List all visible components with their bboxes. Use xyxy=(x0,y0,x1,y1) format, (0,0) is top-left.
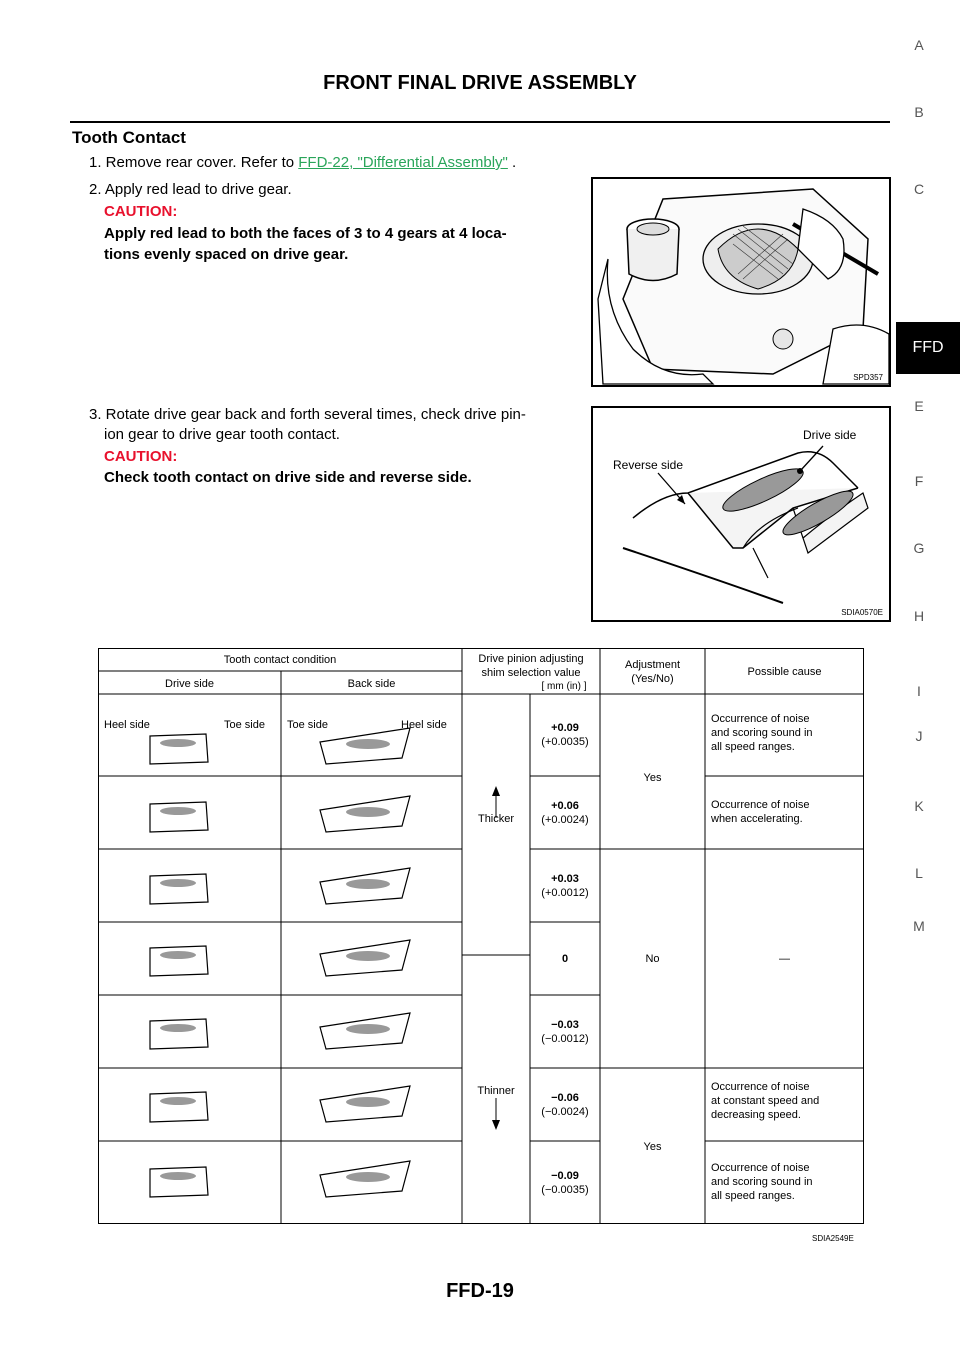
contact-pattern xyxy=(346,879,390,889)
shim-value-mm: −0.06 xyxy=(551,1091,579,1104)
shim-value-in: (−0.0024) xyxy=(541,1105,589,1118)
contact-pattern xyxy=(346,807,390,817)
header-tooth-contact: Tooth contact condition xyxy=(223,654,337,666)
side-index-e[interactable]: E xyxy=(914,398,924,414)
contact-pattern xyxy=(160,1024,196,1032)
header-shim-line2: shim selection value xyxy=(481,667,581,679)
side-index-m[interactable]: M xyxy=(913,918,925,934)
shim-value-cell xyxy=(530,1091,600,1119)
gear-illustration xyxy=(593,179,889,385)
figure-code: SPD357 xyxy=(853,373,883,382)
header-back-side: Back side xyxy=(347,678,396,690)
drive-side-tooth xyxy=(150,1019,208,1049)
header-possible-cause: Possible cause xyxy=(747,666,822,678)
header-shim-line1: Drive pinion adjusting xyxy=(478,653,584,665)
step-2: 2. Apply red lead to drive gear. xyxy=(89,181,292,198)
tooth-contact-sides-figure xyxy=(591,406,891,622)
side-index-g[interactable]: G xyxy=(913,540,925,556)
cause-line: all speed ranges. xyxy=(711,741,795,753)
differential-assembly-link[interactable]: FFD-22, "Differential Assembly" xyxy=(298,154,508,171)
section-title: Tooth Contact xyxy=(72,128,186,147)
table-figure-code: SDIA2549E xyxy=(812,1234,854,1243)
shim-value-mm: −0.09 xyxy=(551,1169,579,1182)
cause-line: when accelerating. xyxy=(711,813,803,825)
shim-value-mm: +0.06 xyxy=(551,799,579,812)
possible-cause-2 xyxy=(705,798,870,826)
shim-value-mm: −0.03 xyxy=(551,1018,579,1031)
step-1 xyxy=(89,153,516,173)
adjustment-yes: Yes xyxy=(643,772,662,784)
side-index-f[interactable]: F xyxy=(914,473,924,489)
side-index-k[interactable]: K xyxy=(914,798,924,814)
side-index-i[interactable]: I xyxy=(917,683,921,699)
toe-side-label: Toe side xyxy=(224,719,265,731)
shim-value-cell xyxy=(530,1169,600,1197)
side-index-l[interactable]: L xyxy=(915,865,923,881)
contact-pattern xyxy=(160,951,196,959)
contact-pattern xyxy=(160,1172,196,1180)
tooth-contact-table xyxy=(98,648,864,1224)
shim-value-in: (+0.0012) xyxy=(541,886,589,899)
header-drive-side: Drive side xyxy=(165,678,214,690)
shim-value-cell xyxy=(530,721,600,749)
side-index-h[interactable]: H xyxy=(913,608,925,624)
contact-pattern xyxy=(160,807,196,815)
cause-line: Occurrence of noise xyxy=(711,799,810,811)
cause-line: Occurrence of noise xyxy=(711,1081,810,1093)
page-number: FFD-19 xyxy=(446,1280,514,1302)
step-3-cont: ion gear to drive gear tooth contact. xyxy=(104,426,340,443)
header-shim-unit: [ mm (in) ] xyxy=(541,681,587,692)
possible-cause-1 xyxy=(705,712,870,754)
contact-pattern xyxy=(160,879,196,887)
cause-line: and scoring sound in xyxy=(711,1176,813,1188)
header-adjustment xyxy=(600,658,705,686)
heel-side-label: Heel side xyxy=(104,719,150,731)
possible-cause-4 xyxy=(705,1080,870,1122)
figure-code: SDIA0570E xyxy=(841,608,883,617)
page-title: FRONT FINAL DRIVE ASSEMBLY xyxy=(323,72,637,94)
header-shim xyxy=(462,652,600,680)
caution-text: Apply red lead to both the faces of 3 to 4 gears at 4 loca- xyxy=(104,225,507,242)
drive-side-label: Drive side xyxy=(803,428,857,442)
adjustment-no: No xyxy=(645,953,660,965)
toe-side-label: Toe side xyxy=(287,719,328,731)
shim-value-in: (+0.0035) xyxy=(541,736,589,748)
cause-line: at constant speed and xyxy=(711,1095,820,1107)
header-adjustment-line2: (Yes/No) xyxy=(631,673,674,685)
step-1-text: 1. Remove rear cover. Refer to xyxy=(89,154,299,171)
caution-text: tions evenly spaced on drive gear. xyxy=(104,246,349,263)
shim-value-cell xyxy=(530,799,600,827)
contact-pattern xyxy=(346,1024,390,1034)
reverse-side-label: Reverse side xyxy=(613,458,684,472)
contact-pattern xyxy=(346,1172,390,1182)
possible-cause-5 xyxy=(705,1161,870,1203)
shim-value-mm: +0.03 xyxy=(551,872,579,885)
contact-pattern xyxy=(346,951,390,961)
red-lead-application-figure xyxy=(591,177,891,387)
side-index-j[interactable]: J xyxy=(915,728,923,744)
shim-value-mm: +0.09 xyxy=(551,722,579,734)
heel-side-label: Heel side xyxy=(401,719,447,731)
drive-side-tooth xyxy=(150,1167,208,1197)
adjustment-yes: Yes xyxy=(643,1141,662,1153)
shim-value-in: (−0.0012) xyxy=(541,1032,589,1045)
cause-line: decreasing speed. xyxy=(711,1109,801,1121)
drive-side-tooth xyxy=(150,946,208,976)
contact-pattern xyxy=(346,1097,390,1107)
cause-line: and scoring sound in xyxy=(711,727,813,739)
side-index-b[interactable]: B xyxy=(914,104,924,120)
drive-side-tooth xyxy=(150,1092,208,1122)
contact-pattern xyxy=(160,1097,196,1105)
thinner-label: Thinner xyxy=(477,1085,515,1097)
drive-side-tooth xyxy=(150,734,208,764)
shim-value-in: (+0.0024) xyxy=(541,813,589,826)
side-index-c[interactable]: C xyxy=(913,181,925,197)
caution-label: CAUTION: xyxy=(104,203,178,220)
cause-line: all speed ranges. xyxy=(711,1190,795,1202)
cause-line: Occurrence of noise xyxy=(711,713,810,725)
shim-value-in: (−0.0035) xyxy=(541,1183,589,1196)
shim-value-cell xyxy=(530,1018,600,1046)
header-rule xyxy=(70,121,890,123)
shim-value-mm: 0 xyxy=(561,952,569,965)
cause-line: Occurrence of noise xyxy=(711,1162,810,1174)
thicker-label: Thicker xyxy=(477,813,515,825)
step-1-suffix: . xyxy=(507,154,517,171)
shim-value-cell xyxy=(530,872,600,900)
step-3: 3. Rotate drive gear back and forth several times, check drive pin- xyxy=(89,406,526,423)
side-index-a[interactable]: A xyxy=(914,37,924,53)
caution-label: CAUTION: xyxy=(104,448,178,465)
header-adjustment-line1: Adjustment xyxy=(624,659,681,671)
contact-pattern xyxy=(160,739,196,747)
possible-cause-3: — xyxy=(779,953,790,965)
caution-text: Check tooth contact on drive side and reverse side. xyxy=(104,469,472,486)
side-tab-ffd[interactable]: FFD xyxy=(896,322,960,374)
drive-side-tooth xyxy=(150,802,208,832)
shim-value-cell xyxy=(530,952,600,966)
contact-pattern xyxy=(346,739,390,749)
drive-side-tooth xyxy=(150,874,208,904)
